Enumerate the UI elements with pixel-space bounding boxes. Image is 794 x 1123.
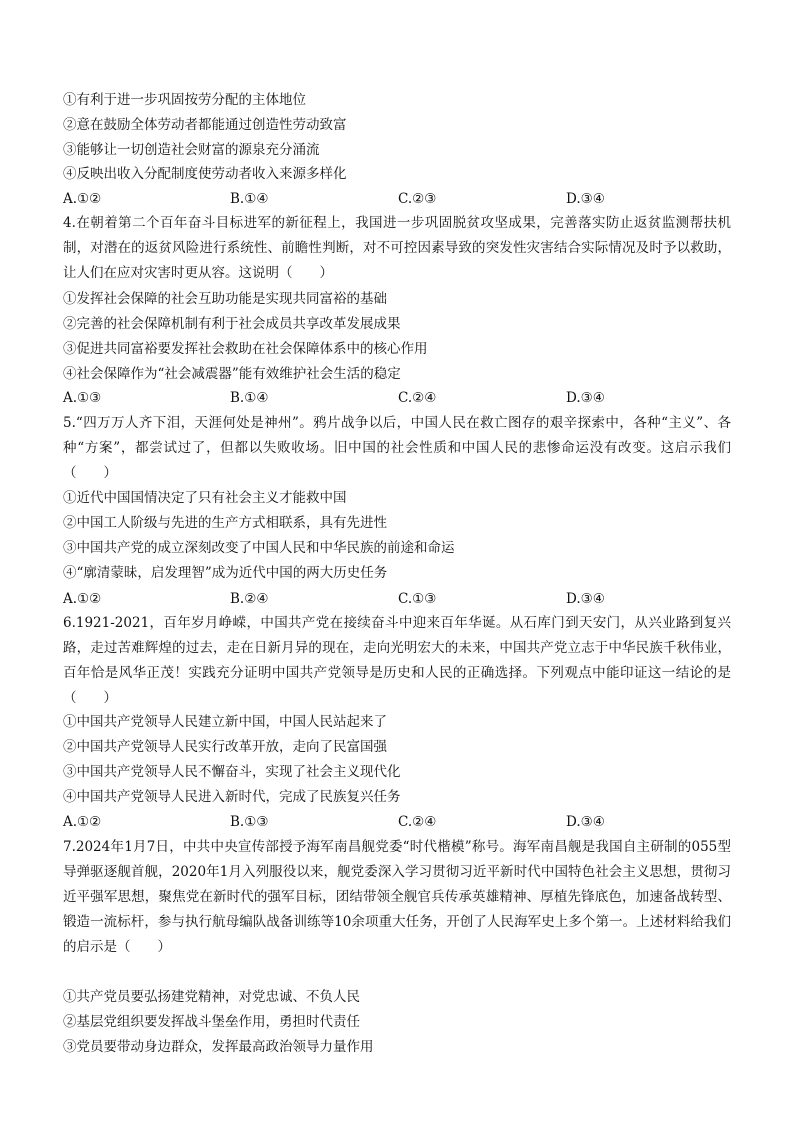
statement: ②基层党组织要发挥战斗堡垒作用，勇担时代责任 <box>63 1014 360 1030</box>
option-a: A.①② <box>63 814 102 830</box>
option-a: A.①② <box>63 591 102 607</box>
question-7-stem: 7.2024年1月7日，中共中央宣传部授予海军南昌舰党委“时代楷模”称号。海军南昌舰是我国自主研制的055型导弹驱逐舰首舰，2020年1月入列服役以来，舰党委深入学习贯彻习近平新时代中国特色社会主义思想，贯彻习近平强军思想，聚焦党在新时代的强军目标，团结带领全舰官兵传承英雄精神、厚植先锋底色，加速备战转型、锻造一流标杆，参与执行航母编队战备训练等10余项重大任务，开创了人民海军史上多个第一。上述材料给我们的启示是（ ） <box>63 839 731 955</box>
statement: ①发挥社会保障的社会互助功能是实现共同富裕的基础 <box>63 291 387 307</box>
statement: ④社会保障作为“社会减震器”能有效维护社会生活的稳定 <box>63 366 401 382</box>
statement: ①近代中国国情决定了只有社会主义才能救中国 <box>63 490 347 506</box>
answer-options <box>63 589 731 609</box>
statement: ②中国工人阶级与先进的生产方式相联系，具有先进性 <box>63 515 387 531</box>
option-b: B.②④ <box>230 591 269 607</box>
answer-options <box>63 388 731 408</box>
option-d: D.③④ <box>566 591 605 607</box>
statement: ④“廓清蒙昧，启发理智”成为近代中国的两大历史任务 <box>63 565 388 581</box>
statement: ②中国共产党领导人民实行改革开放，走向了民富国强 <box>63 739 387 755</box>
option-c: C.②④ <box>398 390 437 406</box>
option-d: D.③④ <box>566 191 605 207</box>
statement: ④中国共产党领导人民进入新时代，完成了民族复兴任务 <box>63 789 401 805</box>
statement: ②意在鼓励全体劳动者都能通过创造性劳动致富 <box>63 117 347 133</box>
statement: ③能够让一切创造社会财富的源泉充分涌流 <box>63 142 320 158</box>
option-b: B.①④ <box>230 191 269 207</box>
statement: ③党员要带动身边群众，发挥最高政治领导力量作用 <box>63 1039 374 1055</box>
option-c: C.②④ <box>398 814 437 830</box>
option-c: C.②③ <box>398 191 437 207</box>
option-b: B.①④ <box>230 390 269 406</box>
question-4-stem: 4.在朝着第二个百年奋斗目标进军的新征程上，我国进一步巩固脱贫攻坚成果，完善落实防止返贫监测帮扶机制，对潜在的返贫风险进行系统性、前瞻性判断，对不可控因素导致的突发性灾害结合实际情况及时予以救助，让人们在应对灾害时更从容。这说明（ ） <box>63 215 731 281</box>
statement: ④反映出收入分配制度使劳动者收入来源多样化 <box>63 166 347 182</box>
answer-options <box>63 189 731 209</box>
option-c: C.①③ <box>398 591 437 607</box>
statement: ①共产党员要弘扬建党精神，对党忠诚、不负人民 <box>63 989 360 1005</box>
question-5-stem: 5.“四万万人齐下泪，天涯何处是神州”。鸦片战争以后，中国人民在救亡图存的艰辛探索中，各种“主义”、各种“方案”，都尝试过了，但都以失败收场。旧中国的社会性质和中国人民的悲惨命运没有改变。这启示我们（ ） <box>63 415 731 481</box>
statement: ③中国共产党的成立深刻改变了中国人民和中华民族的前途和命运 <box>63 540 455 556</box>
statement: ①中国共产党领导人民建立新中国，中国人民站起来了 <box>63 714 387 730</box>
statement: ③中国共产党领导人民不懈奋斗，实现了社会主义现代化 <box>63 764 401 780</box>
answer-options <box>63 812 731 832</box>
option-d: D.③④ <box>566 814 605 830</box>
statement: ①有利于进一步巩固按劳分配的主体地位 <box>63 92 306 108</box>
statement: ③促进共同富裕要发挥社会救助在社会保障体系中的核心作用 <box>63 341 428 357</box>
option-a: A.①③ <box>63 390 102 406</box>
option-a: A.①② <box>63 191 102 207</box>
option-b: B.①③ <box>230 814 269 830</box>
question-6-stem: 6.1921-2021，百年岁月峥嵘，中国共产党在接续奋斗中迎来百年华诞。从石库门到天安门，从兴业路到复兴路，走过苦难辉煌的过去，走在日新月异的现在，走向光明宏大的未来，中国共产党立志于中华民族千秋伟业，百年恰是风华正茂！实践充分证明中国共产党领导是历史和人民的正确选择。下列观点中能印证这一结论的是（ ） <box>63 615 731 706</box>
statement: ②完善的社会保障机制有利于社会成员共享改革发展成果 <box>63 316 401 332</box>
option-d: D.③④ <box>566 390 605 406</box>
